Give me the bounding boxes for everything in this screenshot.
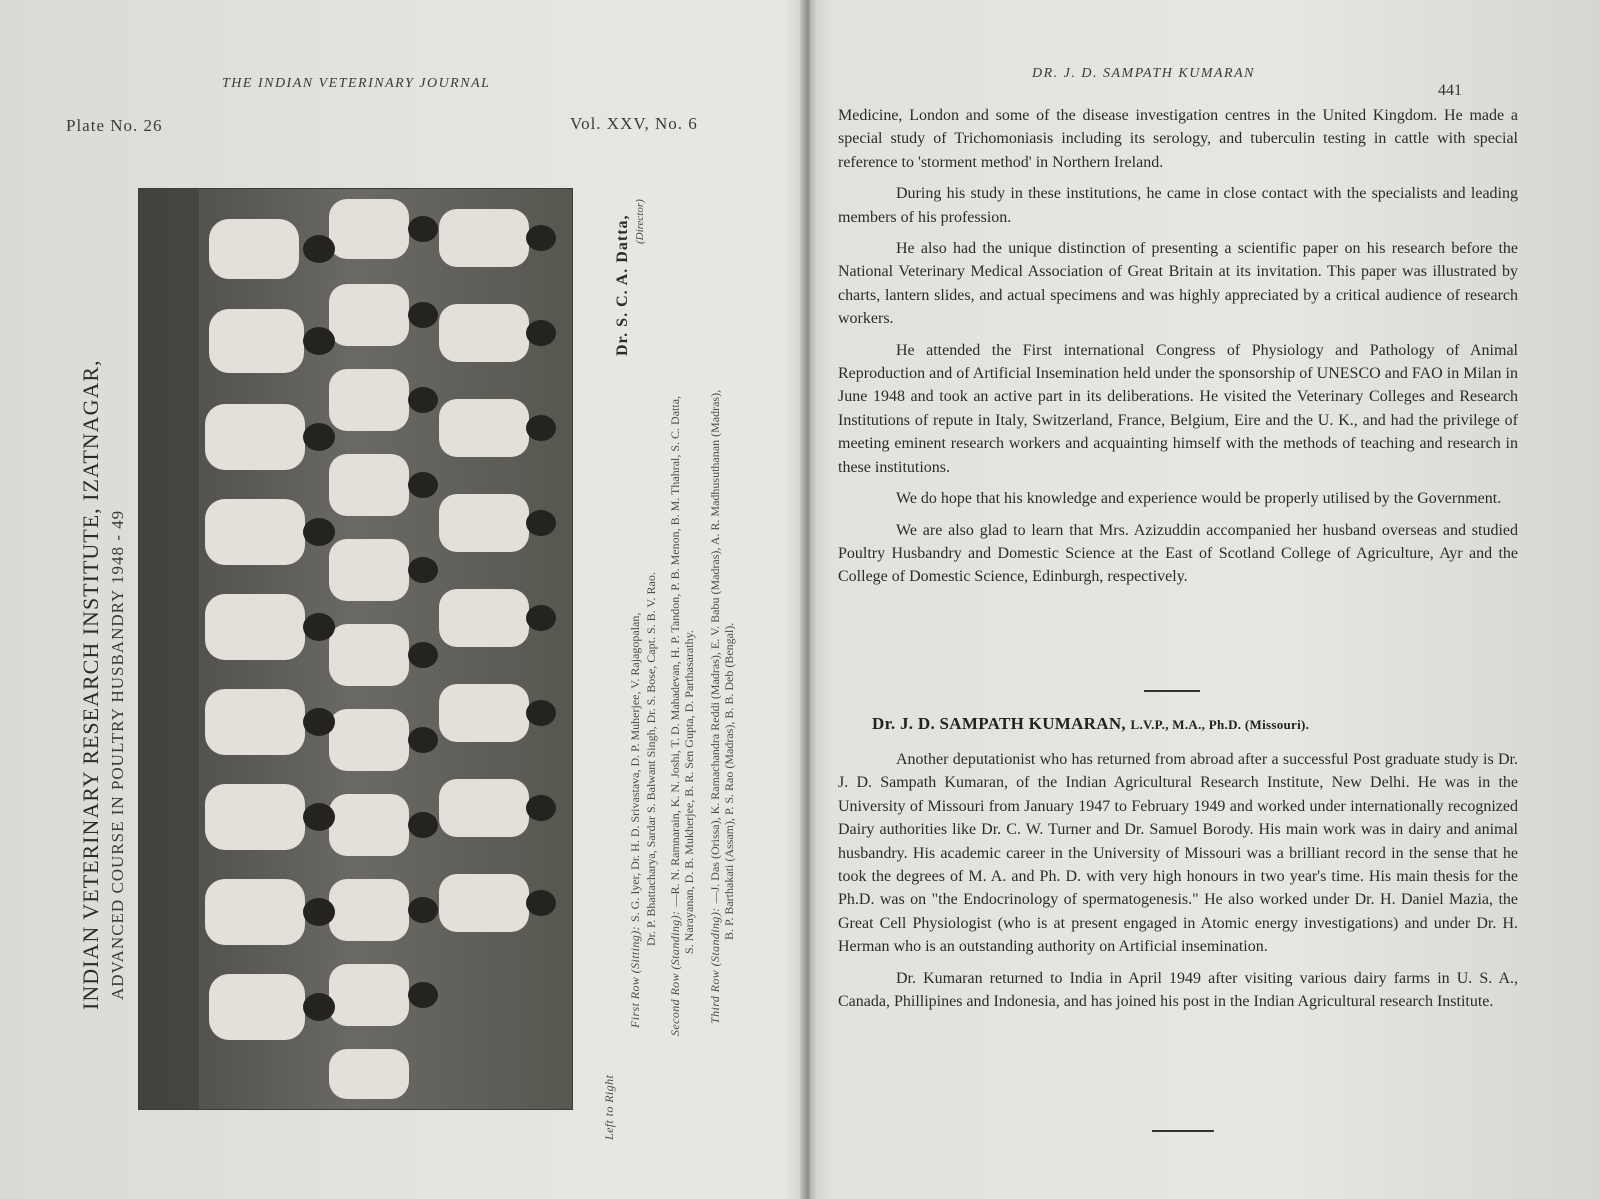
heading-name: Dr. J. D. SAMPATH KUMARAN, xyxy=(872,714,1126,733)
book-gutter xyxy=(800,0,818,1199)
running-head-left: THE INDIAN VETERINARY JOURNAL xyxy=(222,76,491,91)
third-row-label: Third Row (Standing): xyxy=(708,907,722,1024)
director-name: Dr. S. C. A. Datta, xyxy=(614,214,631,356)
group-photo-image xyxy=(139,189,572,1109)
first-row-label: First Row (Sitting): xyxy=(628,926,642,1028)
section-divider-2 xyxy=(1152,1130,1214,1132)
first-row-caption xyxy=(626,613,644,1028)
paragraph-5: We do hope that his knowledge and experience would be properly utilised by the Government. xyxy=(896,490,1502,508)
article-body-2 xyxy=(838,748,1518,1021)
third-row-names-1: —J. Das (Orissa), K. Ramachandra Reddi (Madras), E. V. Babu (Madras), A. R. Madhusuthanan (Madras), xyxy=(708,389,722,904)
first-row-names-2: Dr. P. Bhattacharya, Sardar S. Balwant Singh, Dr. S. Bose, Capt. S. B. V. Rao. xyxy=(644,572,658,946)
second-row-names-1: —R. N. Ramnarain, K. N. Joshi, T. D. Mahadevan, H. P. Tandon, P. B. Menon, B. M. Thahral, S. C. Datta, xyxy=(668,395,682,907)
photo-caption-subtitle: ADVANCED COURSE IN POULTRY HUSBANDRY 1948 - 49 xyxy=(108,509,127,1000)
group-photograph xyxy=(138,188,573,1110)
director-role: (Director) xyxy=(634,199,646,244)
section-divider-1 xyxy=(1144,690,1200,692)
second-row-label: Second Row (Standing): xyxy=(668,910,682,1036)
second-row-names-2: S. Narayanan, D. B. Mukherjee, B. R. Sen Gupta, D. Parthasarathy. xyxy=(682,630,696,954)
article-body-1 xyxy=(838,104,1518,597)
plate-number: Plate No. 26 xyxy=(66,116,163,135)
running-head-right: DR. J. D. SAMPATH KUMARAN xyxy=(1032,66,1255,81)
paragraph-2: During his study in these institutions, he came in close contact with the specialists and leading members of his profession. xyxy=(838,185,1518,226)
paragraph-6: We are also glad to learn that Mrs. Azizuddin accompanied her husband overseas and studied Poultry Husbandry and Domestic Science at the East of Scotland College of Agriculture, Ayr and the College of Domestic Science, Edinburgh, respectively. xyxy=(838,521,1518,586)
photo-caption-title: INDIAN VETERINARY RESEARCH INSTITUTE, IZATNAGAR, xyxy=(78,359,103,1010)
first-row-names-1: S. G. Iyer, Dr. H. D. Srivastava, D. P. Muherjee, V. Rajagopalan, xyxy=(628,612,642,922)
paragraph-4: He attended the First international Congress of Physiology and Pathology of Animal Reproduction and of Artificial Insemination held under the sponsorship of UNESCO and FAO in Milan in June 1948 and took an active part in its deliberations. He visited the Veterinary Colleges and Research Institutions of repute in Italy, Switzerland, France, Belgium, Eire and the U. K., and had the privilege of meeting eminent research workers and acquainting himself with the methods of teaching and research in these institutions. xyxy=(838,341,1518,476)
heading-degrees: L.V.P., M.A., Ph.D. (Missouri). xyxy=(1130,717,1310,732)
third-row-names-2: B. P. Barthakati (Assam), P. S. Rao (Madras), B. B. Deb (Bengal). xyxy=(722,622,736,940)
page-number: 441 xyxy=(1438,82,1462,99)
right-page xyxy=(818,0,1600,1199)
paragraph-3: He also had the unique distinction of presenting a scientific paper on his research before the National Veterinary Medical Association of Great Britain at its invitation. This paper was illustrated by charts, lantern slides, and actual specimens and was highly appreciated by a critical audience of research workers. xyxy=(838,240,1518,328)
section-heading xyxy=(872,714,1309,734)
volume-number: Vol. XXV, No. 6 xyxy=(570,114,698,133)
paragraph-1: Medicine, London and some of the disease investigation centres in the United Kingdom. He made a special study of Trichomoniasis including its serology, and tuberculin testing in cattle with special reference to 'storment method' in Northern Ireland. xyxy=(838,107,1518,171)
left-to-right-label: Left to Right xyxy=(602,1074,616,1140)
paragraph-8: Dr. Kumaran returned to India in April 1949 after visiting various dairy farms in U. S. A., Canada, Phillipines and Indonesia, and has joined his post in the Indian Agricultural research Institute. xyxy=(838,969,1518,1011)
paragraph-7: Another deputationist who has returned from abroad after a successful Post graduate study is Dr. J. D. Sampath Kumaran, of the Indian Agricultural Research Institute, New Delhi. He was in the University of Missouri from January 1947 to February 1949 and worked under internationally recognized Dairy authorities like Dr. C. W. Turner and Dr. Samuel Borody. His main work was in dairy and animal husbandry. His academic career in the University of Missouri was a brilliant record in the sense that he took the degrees of M. A. and Ph. D. with very high honours in two year's time. His main thesis for the Ph.D. was on "the Endocrinology of spermatogenesis." He also worked under Dr. H. Daniel Mazia, the Great Cell Physiologist (who is at present engaged in Atomic energy investigations) and under Dr. H. Herman who is an outstanding authority on Artificial insemination. xyxy=(838,751,1518,956)
